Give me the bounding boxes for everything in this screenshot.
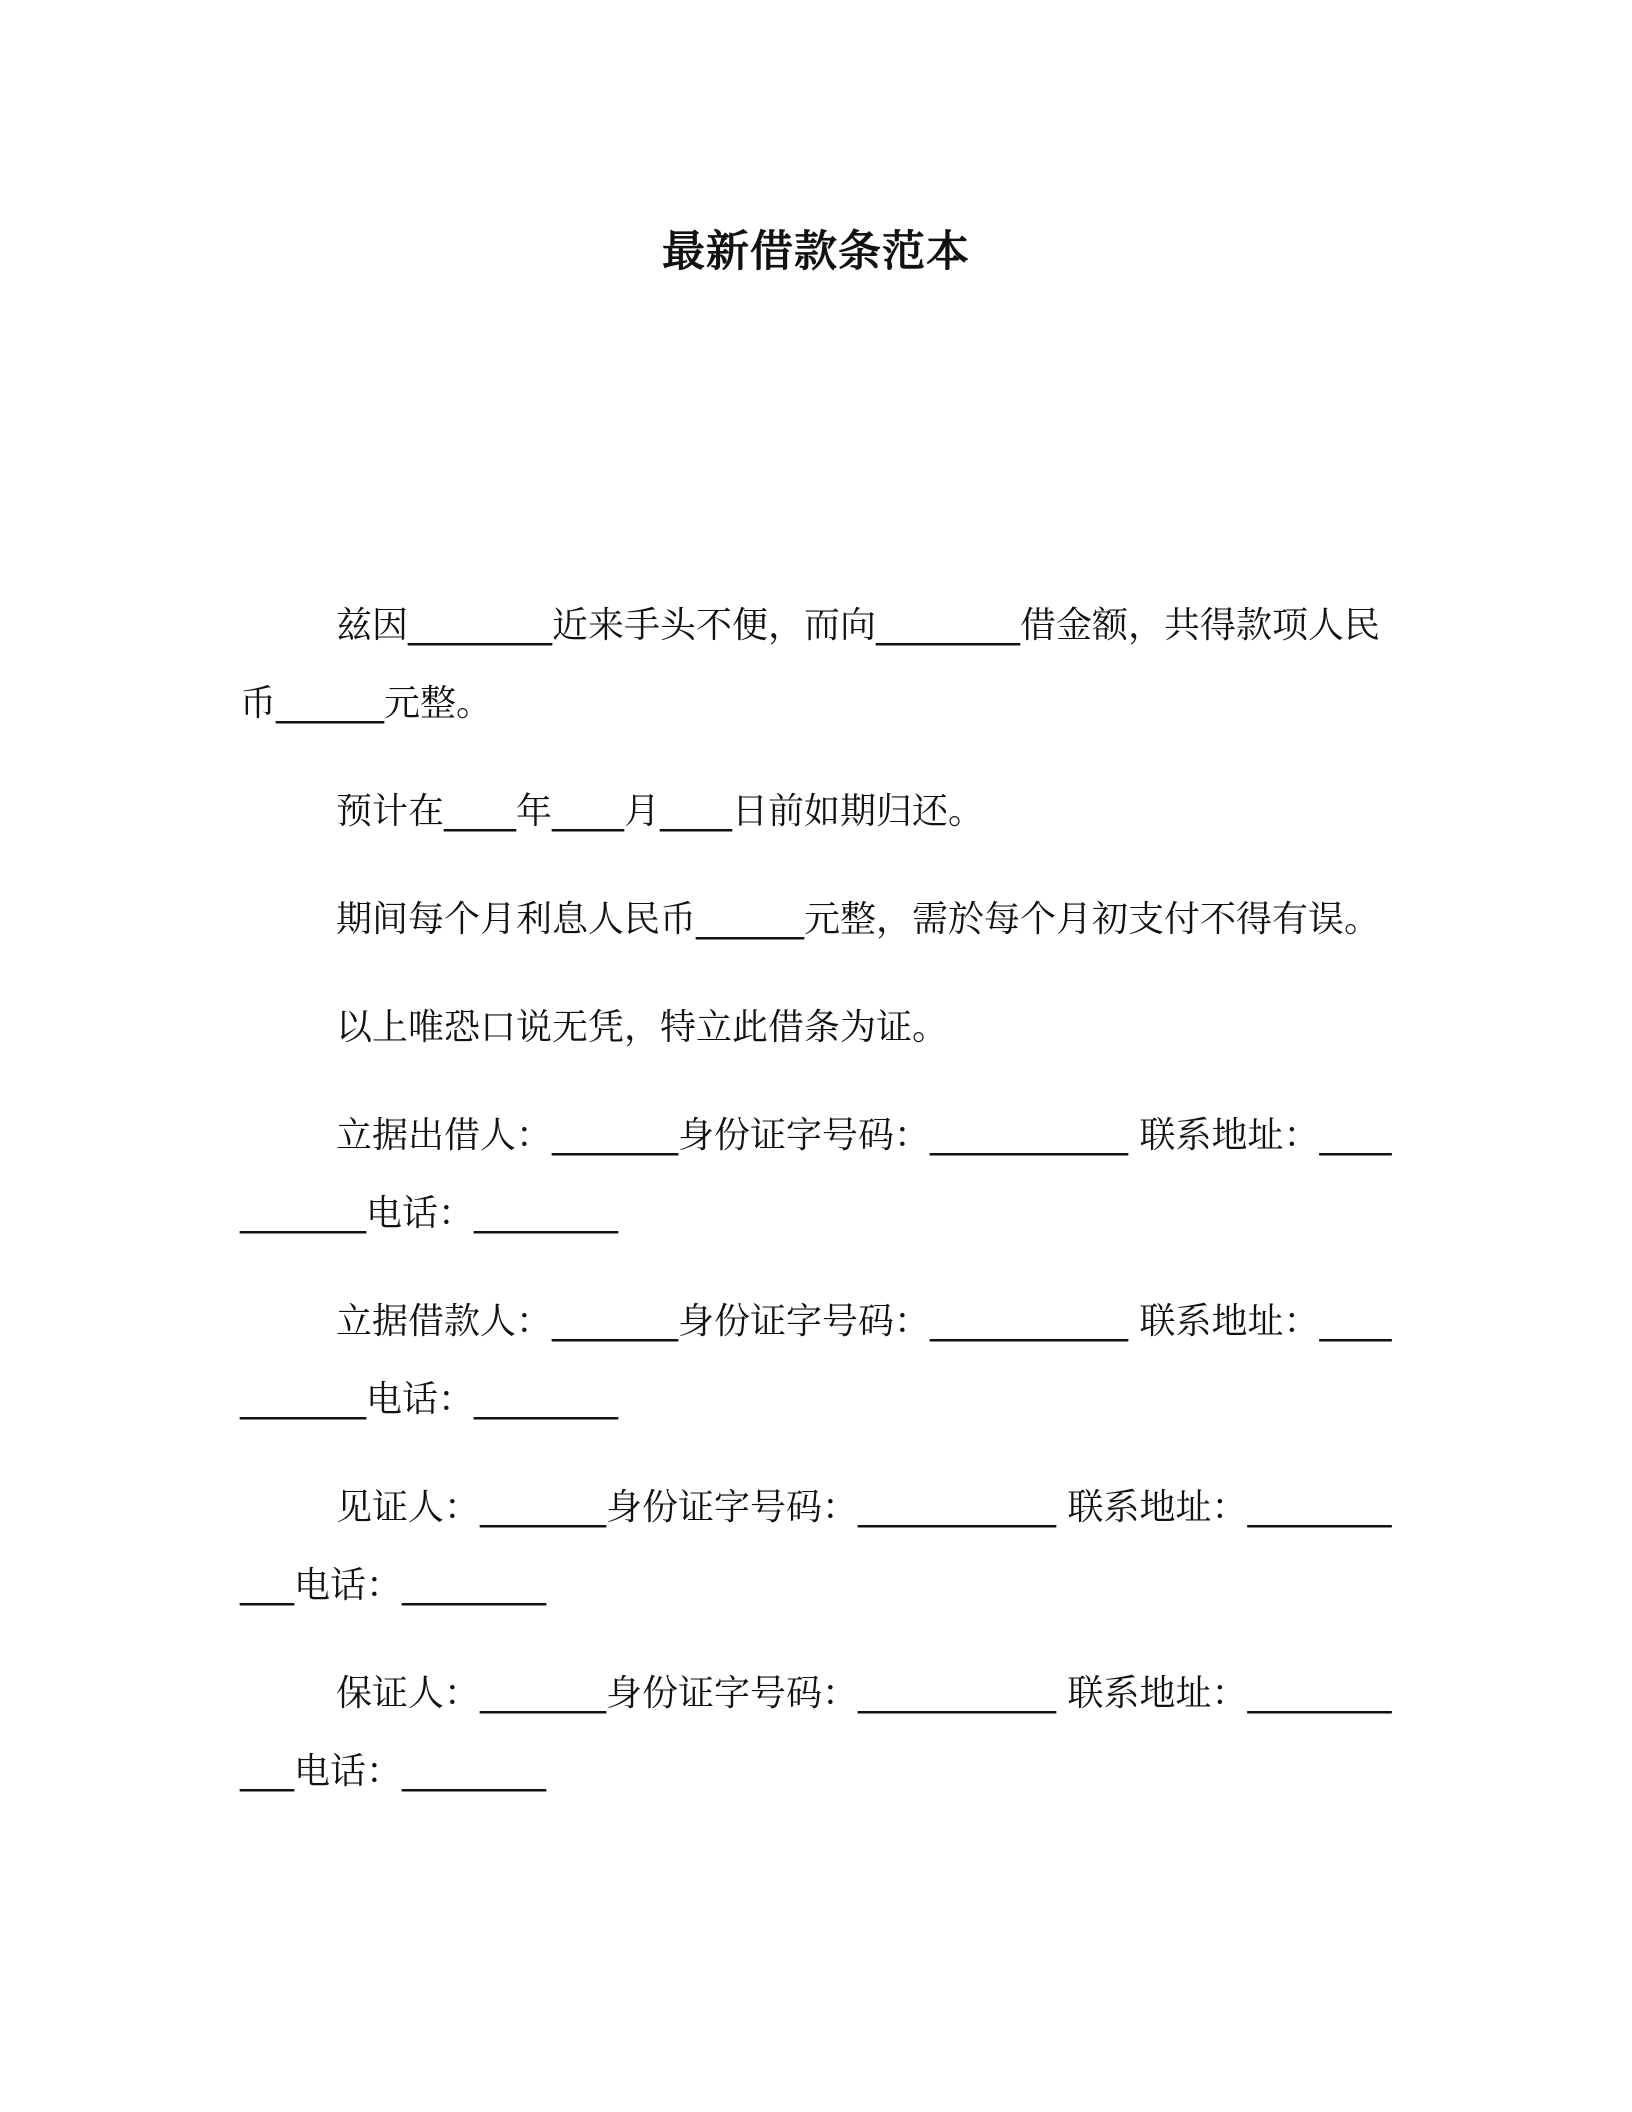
paragraph-lender-info: 立据出借人：_______身份证字号码：___________ 联系地址：___________电话：________ (240, 1115, 1392, 1234)
paragraph-loan-reason: 兹因________近来手头不便，而向________借金额，共得款项人民币______元整。 (240, 605, 1381, 724)
paragraph-evidence: 以上唯恐口说无凭，特立此借条为证。 (336, 1007, 949, 1048)
paragraph-guarantor-info: 保证人：_______身份证字号码：___________ 联系地址：___________电话：________ (240, 1673, 1392, 1792)
document-title: 最新借款条范本 (662, 227, 970, 277)
paragraph-interest: 期间每个月利息人民币______元整，需於每个月初支付不得有误。 (336, 899, 1381, 940)
paragraph-witness-info: 见证人：_______身份证字号码：___________ 联系地址：___________电话：________ (240, 1487, 1392, 1606)
paragraph-repayment-date: 预计在____年____月____日前如期归还。 (336, 791, 985, 832)
document-body (240, 587, 1392, 1841)
paragraph-borrower-info: 立据借款人：_______身份证字号码：___________ 联系地址：___________电话：________ (240, 1301, 1392, 1420)
